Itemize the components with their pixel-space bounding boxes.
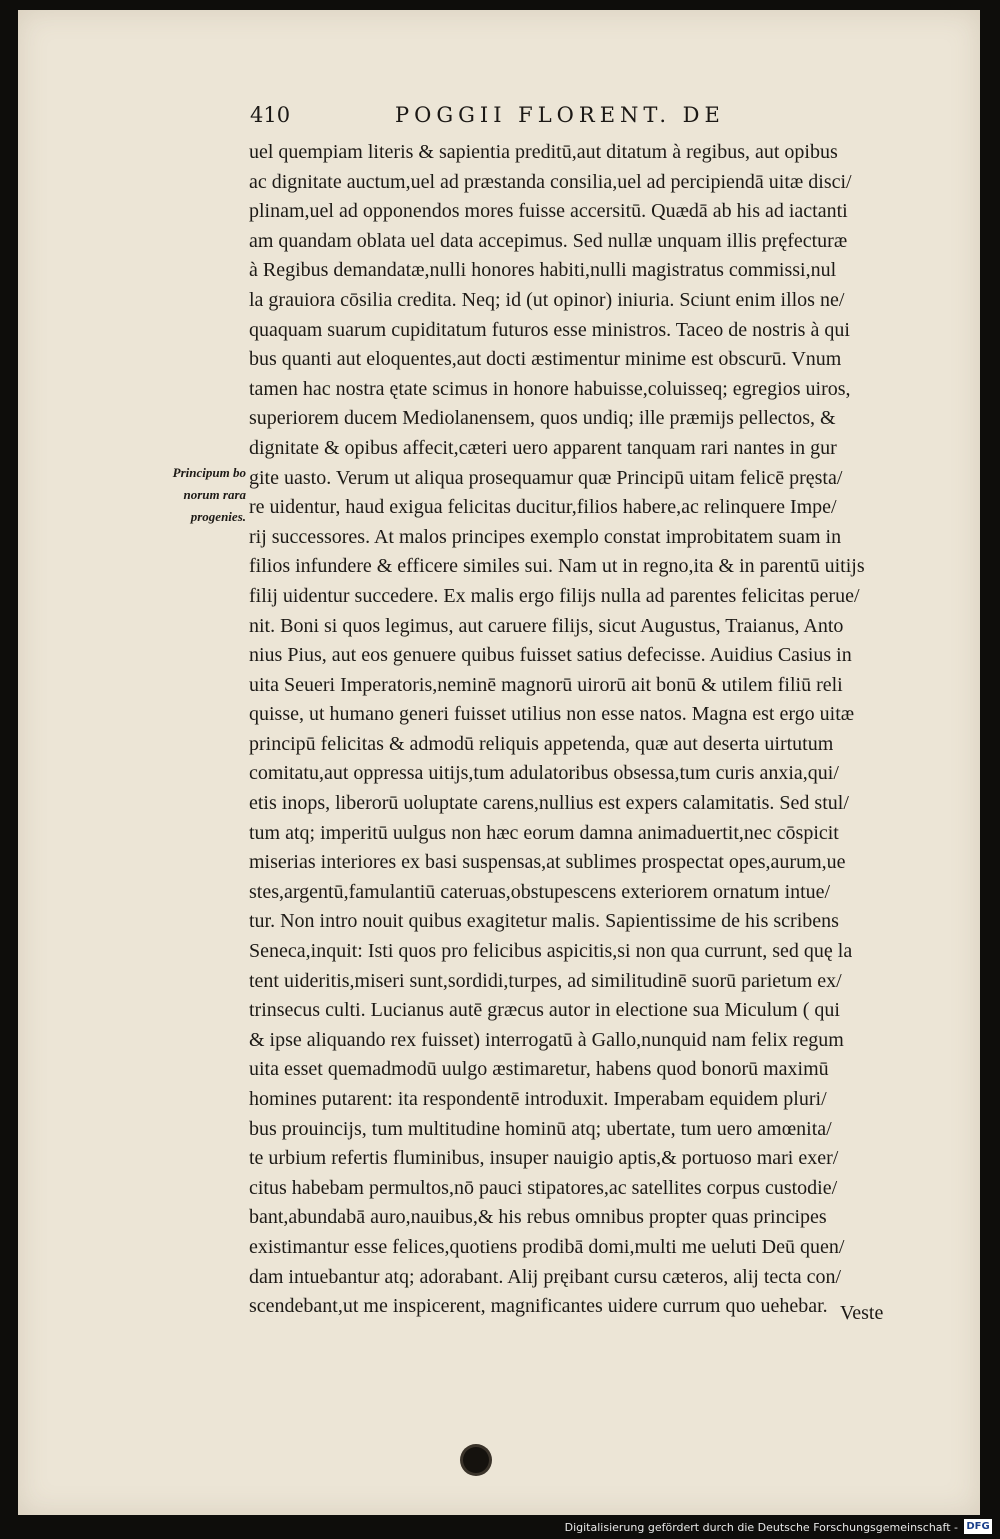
text-line: quaquam suarum cupiditatum futuros esse ministros. Taceo de nostris à qui [249, 318, 850, 341]
text-line: stes,argentū,famulantiū cateruas,obstupescens exteriorem ornatum intue/ [249, 880, 831, 903]
text-line: tur. Non intro nouit quibus exagitetur malis. Sapientissime de his scribens [249, 910, 839, 933]
text-line: bant,abundabā auro,nauibus,& his rebus omnibus propter quas principes [249, 1206, 827, 1229]
text-line: trinsecus culti. Lucianus autē græcus autor in electione sua Miculum ( qui [249, 999, 840, 1022]
dfg-logo-icon: DFG [964, 1519, 992, 1534]
running-title: POGGII FLORENT. DE [395, 103, 725, 127]
text-line: te urbium refertis fluminibus, insuper nauigio aptis,& portuoso mari exer/ [249, 1147, 839, 1170]
text-line: principū felicitas & admodū reliquis appetenda, quæ aut deserta uirtutum [249, 732, 834, 755]
text-line: citus habebam permultos,nō pauci stipatores,ac satellites corpus custodie/ [249, 1176, 838, 1199]
page-number: 410 [250, 103, 291, 127]
text-line: bus quanti aut eloquentes,aut docti æstimentur minime est obscurū. Vnum [249, 348, 842, 371]
text-line: la grauiora cōsilia credita. Neq; id (ut opinor) iniuria. Sciunt enim illos ne/ [249, 288, 845, 311]
text-line: am quandam oblata uel data accepimus. Sed nullæ unquam illis pręfecturæ [249, 229, 848, 252]
text-line: dam intuebantur atq; adorabant. Alij pręibant cursu cæteros, alij tecta con/ [249, 1265, 842, 1288]
marginal-note-line: norum rara [183, 487, 246, 502]
text-line: re uidentur, haud exigua felicitas ducitur,filios habere,ac relinquere Impe/ [249, 496, 837, 519]
text-line: etis inops, liberorū uoluptate carens,nullius est expers calamitatis. Sed stul/ [249, 792, 849, 815]
text-line: uita Seueri Imperatoris,neminē magnorū uirorū ait bonū & utilem filiū reli [249, 673, 843, 696]
marginal-note-line: progenies. [190, 509, 246, 524]
text-line: ac dignitate auctum,uel ad præstanda consilia,uel ad percipiendā uitæ disci/ [249, 170, 852, 193]
footer-bar [0, 1515, 1000, 1539]
text-line: scendebant,ut me inspicerent, magnificantes uidere currum quo uehebar. [249, 1295, 828, 1318]
page-header [250, 103, 900, 131]
text-line: gite uasto. Verum ut aliqua prosequamur quæ Principū uitam felicē pręsta/ [249, 466, 843, 489]
marginal-note-line: Principum bo [172, 465, 246, 480]
printer-ornament-icon [463, 1447, 489, 1473]
text-line: comitatu,aut oppressa uitijs,tum adulatoribus obsessa,tum curis anxia,qui/ [249, 762, 839, 785]
text-line: filios infundere & efficere similes sui. Nam ut in regno,ita & in parentū uitijs [249, 555, 865, 578]
text-line: superiorem ducem Mediolanensem, quos undiq; ille præmijs pellectos, & [249, 407, 836, 430]
text-line: miserias interiores ex basi suspensas,at sublimes prospectat opes,aurum,ue [249, 851, 846, 874]
text-line: tum atq; imperitū uulgus non hæc eorum damna animaduertit,nec cōspicit [249, 821, 839, 844]
catchword: Veste [840, 1302, 884, 1324]
text-line: uita esset quemadmodū uulgo æstimaretur, habens quod bonorū maximū [249, 1058, 829, 1081]
text-line: bus prouincijs, tum multitudine hominū atq; ubertate, tum uero amœnita/ [249, 1117, 832, 1140]
text-line: filij uidentur succedere. Ex malis ergo filijs nulla ad parentes felicitas perue/ [249, 584, 860, 607]
marginal-note [138, 462, 246, 528]
text-line: tent uideritis,miseri sunt,sordidi,turpes, ad similitudinē suorū parietum ex/ [249, 969, 842, 992]
text-line: plinam,uel ad opponendos mores fuisse accersitū. Quædā ab his ad iactanti [249, 200, 848, 223]
text-line: uel quempiam literis & sapientia preditū,aut ditatum à regibus, aut opibus [249, 141, 838, 163]
funding-credit: Digitalisierung gefördert durch die Deutsche Forschungsgemeinschaft - [564, 1521, 958, 1534]
text-line: tamen hac nostra ętate scimus in honore habuisse,coluisseq; egregios uiros, [249, 377, 851, 400]
text-line: quisse, ut humano generi fuisset utilius non esse natos. Magna est ergo uitæ [249, 703, 855, 726]
text-line: dignitate & opibus affecit,cæteri uero apparent tanquam rari nantes in gur [249, 436, 837, 459]
text-line: à Regibus demandatæ,nulli honores habiti,nulli magistratus commissi,nul [249, 259, 837, 282]
text-line: nit. Boni si quos legimus, aut caruere filijs, sicut Augustus, Traianus, Anto [249, 614, 844, 637]
text-line: nius Pius, aut eos genuere quibus fuisset satius defecisse. Auidius Casius in [249, 644, 852, 667]
text-line: homines putarent: ita respondentē introduxit. Imperabam equidem pluri/ [249, 1088, 827, 1110]
text-line: & ipse aliquando rex fuisset) interrogatū à Gallo,nunquid nam felix regum [249, 1028, 844, 1051]
text-line: existimantur esse felices,quotiens prodibā domi,multi me ueluti Deū quen/ [249, 1235, 845, 1258]
text-line: rij successores. At malos principes exemplo constat improbitatem suam in [249, 525, 842, 548]
body-text [249, 138, 909, 1322]
text-line: Seneca,inquit: Isti quos pro felicibus aspicitis,si non qua currunt, sed quę la [249, 940, 853, 963]
